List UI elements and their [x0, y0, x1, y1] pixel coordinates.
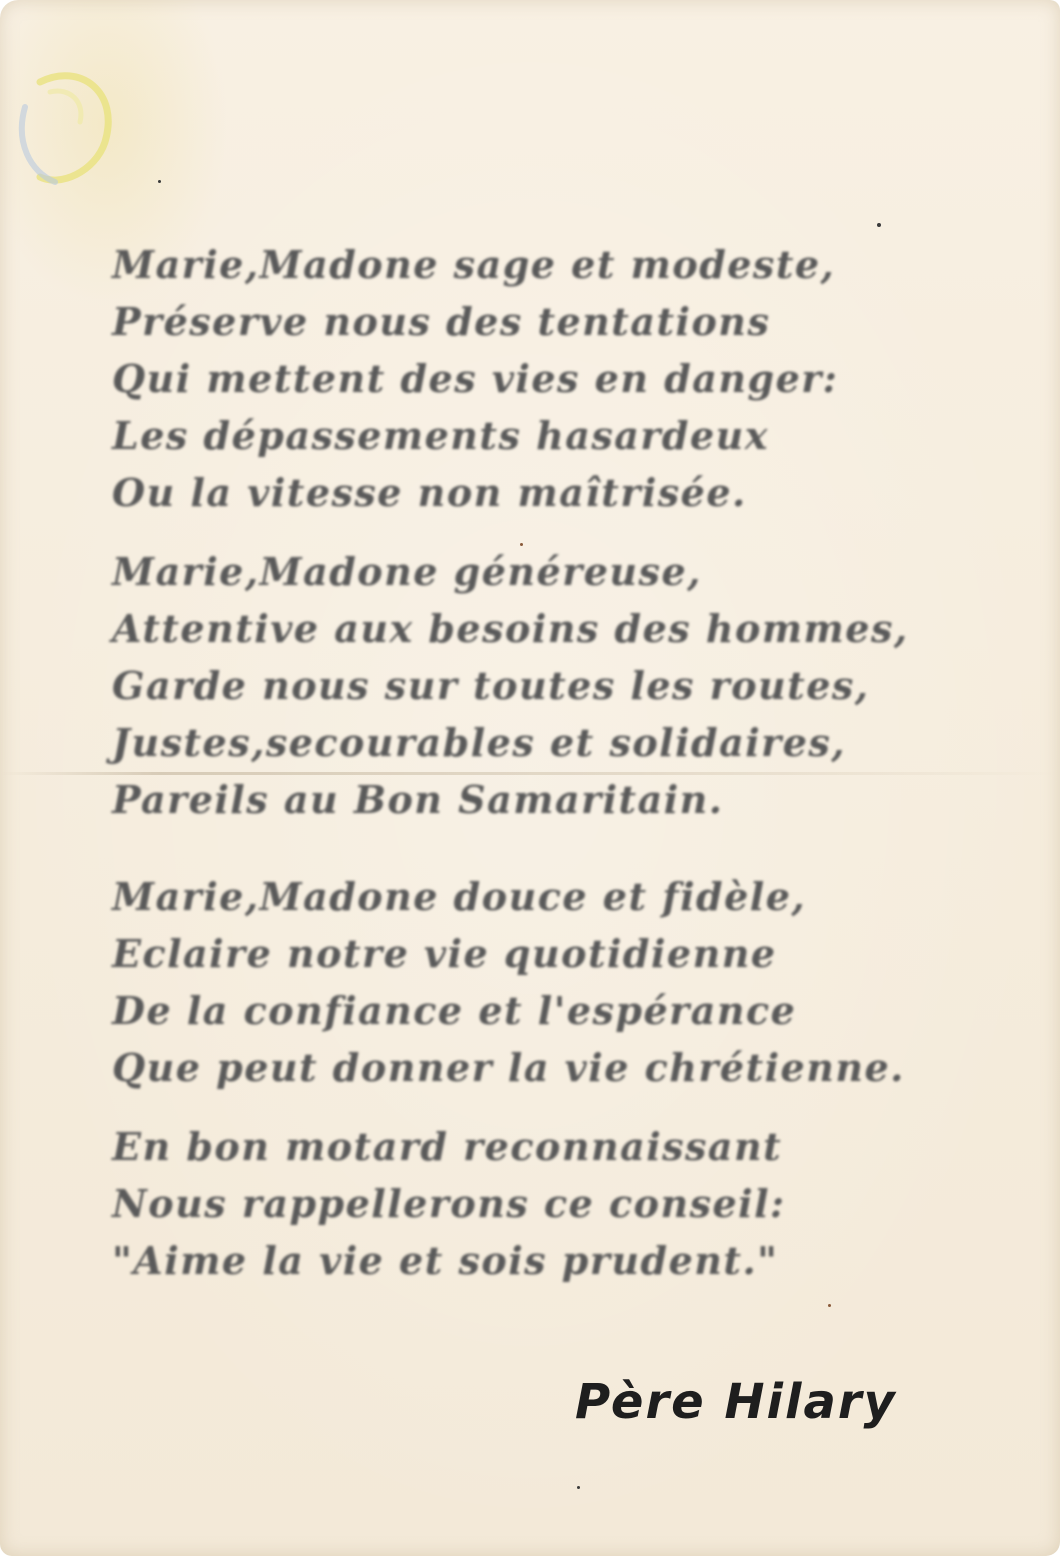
poem-line: Garde nous sur toutes les routes,	[112, 663, 870, 708]
poem-line: De la confiance et l'espérance	[112, 988, 797, 1033]
poem-line: Attentive aux besoins des hommes,	[112, 606, 909, 651]
poem-line: Ou la vitesse non maîtrisée.	[112, 470, 747, 515]
poem-line: Marie,Madone sage et modeste,	[112, 242, 836, 287]
poem-line: Marie,Madone douce et fidèle,	[112, 874, 807, 919]
poem	[112, 236, 1012, 1289]
poem-line: Pareils au Bon Samaritain.	[112, 777, 724, 822]
paper-speck	[520, 543, 523, 546]
stanza-4	[112, 1118, 1012, 1289]
poem-line: Justes,secourables et solidaires,	[112, 720, 847, 765]
crayon-stroke-blue	[22, 107, 55, 182]
paper-speck	[877, 223, 881, 227]
crayon-stroke-yellow-2	[50, 91, 81, 122]
poem-line: Préserve nous des tentations	[112, 299, 771, 344]
crayon-mark	[10, 62, 130, 202]
paper-speck	[828, 1304, 831, 1307]
stanza-3	[112, 868, 1012, 1096]
poem-line: Les dépassements hasardeux	[112, 413, 769, 458]
stanza-2	[112, 543, 1012, 828]
poem-line: "Aime la vie et sois prudent."	[112, 1238, 779, 1283]
poem-line: Qui mettent des vies en danger:	[112, 356, 839, 401]
poem-line: En bon motard reconnaissant	[112, 1124, 783, 1169]
poem-line: Eclaire notre vie quotidienne	[112, 931, 777, 976]
poem-line: Nous rappellerons ce conseil:	[112, 1181, 786, 1226]
paper-speck	[577, 1486, 580, 1489]
signature: Père Hilary	[575, 1374, 897, 1430]
paper-speck	[158, 180, 161, 183]
stanza-1	[112, 236, 1012, 521]
poem-line: Marie,Madone généreuse,	[112, 549, 702, 594]
poem-line: Que peut donner la vie chrétienne.	[112, 1045, 905, 1090]
